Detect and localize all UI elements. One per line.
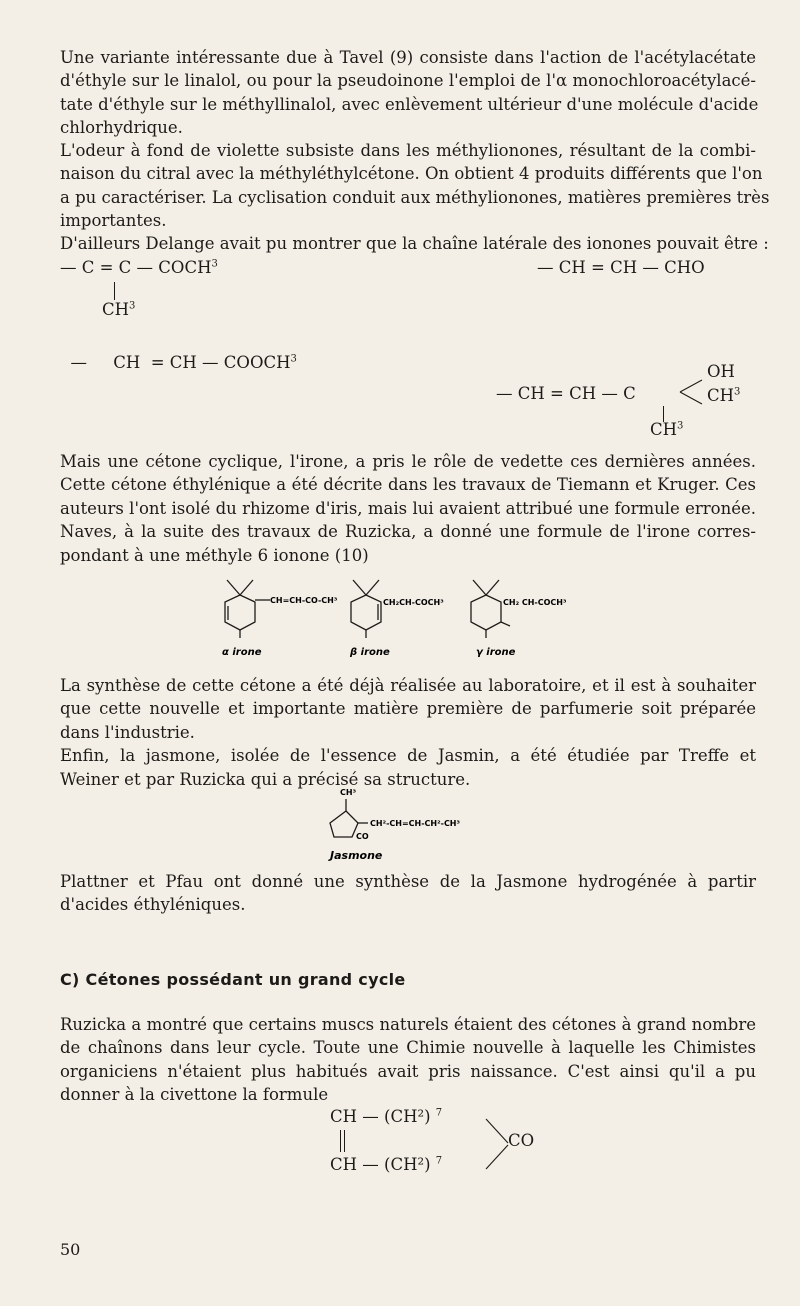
civettone-co: CO xyxy=(508,1131,535,1150)
formula-4-bottom: $CH^3$ xyxy=(650,420,684,439)
text-line: importantes. xyxy=(60,211,167,231)
jasmone-chain: CH²-CH=CH-CH²-CH³ xyxy=(370,819,461,828)
gamma-irone-chain: CH₂ CH-COCH³ xyxy=(503,598,567,607)
civettone-double-bond xyxy=(340,1130,345,1152)
paragraph-3 xyxy=(60,232,769,255)
jasmone-co: CO xyxy=(356,832,369,841)
text-line: chlorhydrique. xyxy=(60,118,183,138)
text-line: Plattner et Pfau ont donné une synthèse de la Jasmone hydrogénée à partir xyxy=(60,872,756,891)
text-line: d'éthyle sur le linalol, ou pour la pseudoinone l'emploi de l'α monochloroacétylacé- xyxy=(60,71,756,91)
alpha-irone-label: α irone xyxy=(222,647,262,658)
text-line: naison du citral avec la méthyléthylcétone. On obtient 4 produits différents que l'on xyxy=(60,164,763,184)
formula-4-oh: OH xyxy=(707,362,735,381)
text-line: Mais une cétone cyclique, l'irone, a pris le rôle de vedette ces dernières années. xyxy=(60,452,756,471)
formula-1-bond xyxy=(114,282,115,300)
formula-2: — CH = CH — CHO xyxy=(537,258,705,277)
alpha-irone-chain: CH=CH-CO-CH³ xyxy=(270,596,338,605)
text-line: Cette cétone éthylénique a été décrite dans les travaux de Tiemann et Kruger. Ces xyxy=(60,475,756,495)
formula-4: — CH = CH — C xyxy=(496,384,636,403)
text-line: Une variante intéressante due à Tavel (9) consiste dans l'action de l'acétylacétate xyxy=(60,48,756,67)
paragraph-7 xyxy=(60,1013,756,1107)
jasmone-label: Jasmone xyxy=(330,849,383,862)
text-line: a pu caractériser. La cyclisation conduit aux méthylionones, matières premières très xyxy=(60,187,770,207)
formula-4-fork xyxy=(678,374,708,410)
text-line: D'ailleurs Delange avait pu montrer que la chaîne latérale des ionones pouvait être : xyxy=(60,234,769,253)
formula-4-ch3: $CH^3$ xyxy=(707,386,741,405)
text-line: que cette nouvelle et importante matière première de parfumerie soit préparée xyxy=(60,699,756,719)
text-line: pondant à une méthyle 6 ionone (10) xyxy=(60,545,369,565)
irone-structures xyxy=(200,570,620,665)
text-line: Naves, à la suite des travaux de Ruzicka, a donné une formule de l'irone corres- xyxy=(60,522,756,542)
text-line: organiciens n'étaient plus habitués avait pris naissance. C'est ainsi qu'il a pu xyxy=(60,1061,756,1081)
page-number: 50 xyxy=(60,1240,81,1259)
text-line: d'acides éthyléniques. xyxy=(60,895,246,915)
formula-1: — C = C — COCH$^3$ xyxy=(60,258,218,277)
text-line: La synthèse de cette cétone a été déjà réalisée au laboratoire, et il est à souhaiter xyxy=(60,676,756,695)
text-line: tate d'éthyle sur le méthyllinalol, avec enlèvement ultérieur d'une molécule d'acide xyxy=(60,94,759,114)
text-line: Enfin, la jasmone, isolée de l'essence de Jasmin, a été étudiée par Treffe et xyxy=(60,746,756,766)
jasmone-top-group: CH³ xyxy=(340,788,357,797)
jasmone-structure xyxy=(318,785,578,865)
text-line: L'odeur à fond de violette subsiste dans les méthylionones, résultant de la combi- xyxy=(60,141,756,160)
text-line: Weiner et par Ruzicka qui a précisé sa structure. xyxy=(60,769,471,789)
text-line: auteurs l'ont isolé du rhizome d'iris, mais lui avaient attribué une formule erronée. xyxy=(60,498,756,518)
paragraph-1 xyxy=(60,46,759,140)
civettone-top: CH — (CH²) $^7$ xyxy=(330,1107,443,1126)
civettone-bottom: CH — (CH²) $^7$ xyxy=(330,1155,443,1174)
gamma-irone-structure xyxy=(471,580,510,638)
beta-irone-structure xyxy=(351,580,381,638)
section-heading: C) Cétones possédant un grand cycle xyxy=(60,970,406,989)
formula-1-branch: $CH^3$ xyxy=(102,300,136,319)
beta-irone-label: β irone xyxy=(350,647,390,658)
text-line: donner à la civettone la formule xyxy=(60,1085,329,1105)
paragraph-4 xyxy=(60,450,756,567)
gamma-irone-label: γ irone xyxy=(476,647,516,658)
paragraph-6 xyxy=(60,870,756,917)
formula-3: — CH = CH — COOCH$^3$ xyxy=(70,353,297,372)
beta-irone-chain: CH₂CH-COCH³ xyxy=(383,598,444,607)
paragraph-2 xyxy=(60,139,770,233)
paragraph-5 xyxy=(60,674,756,791)
text-line: de chaînons dans leur cycle. Toute une Chimie nouvelle à laquelle les Chimistes xyxy=(60,1038,756,1058)
text-line: Ruzicka a montré que certains muscs naturels étaient des cétones à grand nombre xyxy=(60,1015,756,1034)
alpha-irone-structure xyxy=(225,580,270,638)
text-line: dans l'industrie. xyxy=(60,722,195,742)
